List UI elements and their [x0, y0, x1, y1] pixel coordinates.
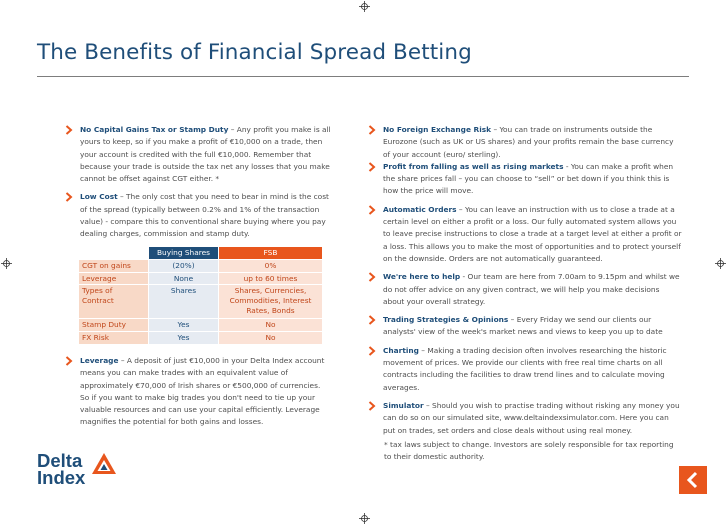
- benefit-title: Simulator: [383, 400, 424, 410]
- benefit-text: – A deposit of just €10,000 in your Delta Index account means you can make trades with an equivalent value of approximately €70,000 of Irish shares or €500,000 of currencies. So if you want to make big trades you don't need to tie up your valuable resources and can use your capital efficiently. Leverage magnifies the potential for both gains and losses.: [80, 356, 325, 427]
- chevron-right-icon: [65, 356, 73, 366]
- comparison-table: [79, 247, 322, 345]
- benefit-text: – You can trade on instruments outside the Eurozone (such as UK or US shares) and your profits remain the base currency of your account (euro/ sterling).: [383, 125, 674, 159]
- table-row-label: CGT on gains: [79, 260, 149, 273]
- title-divider: [37, 76, 689, 77]
- benefit-text: – Every Friday we send our clients our analysts' view of the week's market news and views to keep you up to date: [383, 315, 663, 337]
- table-cell: up to 60 times: [219, 273, 322, 286]
- table-row-label: Types of Contract: [79, 285, 149, 319]
- chevron-left-icon: [679, 466, 707, 494]
- benefit-text: – The only cost that you need to bear in mind is the cost of the spread (typically between 0.2% and 1% of the transaction value) - compare this to conventional share buying where you pay dealing charges, commission and stamp duty.: [80, 192, 329, 239]
- table-row: [79, 332, 322, 345]
- benefit-title: Low Cost: [80, 192, 118, 202]
- registration-mark-icon: [359, 1, 370, 12]
- benefit-title: Charting: [383, 345, 419, 355]
- right-column: [366, 124, 682, 437]
- chevron-right-icon: [65, 192, 73, 202]
- chevron-right-icon: [368, 162, 376, 172]
- table-row: [79, 273, 322, 286]
- benefit-item: [366, 345, 682, 394]
- table-cell: No: [219, 319, 322, 332]
- registration-mark-icon: [359, 513, 370, 524]
- benefit-text: – Any profit you make is all yours to keep, so if you make a profit of €10,000 on a trade, then your account is credited with the full €10,000. Remember that because your trade is outside the tax net any losses that you make cannot be offset against CGT either. *: [80, 125, 331, 184]
- table-cell: No: [219, 332, 322, 345]
- registration-mark-icon: [1, 258, 12, 269]
- table-header-cell: Buying Shares: [149, 247, 219, 260]
- benefit-item: [366, 204, 682, 265]
- benefit-item: [63, 355, 331, 429]
- benefit-item: [366, 271, 682, 308]
- table-header-row: [79, 247, 322, 260]
- benefit-item: [366, 161, 682, 198]
- table-row-label: Stamp Duty: [79, 319, 149, 332]
- logo-line-2: Index: [37, 467, 86, 488]
- chevron-right-icon: [65, 125, 73, 135]
- page-title: The Benefits of Financial Spread Betting: [37, 40, 472, 65]
- table-row: [79, 285, 322, 319]
- chevron-right-icon: [368, 205, 376, 215]
- table-cell: Yes: [149, 319, 219, 332]
- table-row-label: FX Risk: [79, 332, 149, 345]
- table-cell: None: [149, 273, 219, 286]
- benefit-title: No Capital Gains Tax or Stamp Duty: [80, 125, 229, 134]
- table-row: [79, 319, 322, 332]
- benefit-item: [63, 191, 331, 240]
- benefit-text: - Our team are here from 7.00am to 9.15pm and whilst we do not offer advice on any given contract, we will help you make decisions about your overall strategy.: [383, 272, 680, 306]
- benefit-item: [63, 124, 331, 185]
- chevron-right-icon: [368, 272, 376, 282]
- table-row: [79, 260, 322, 273]
- table-cell: Yes: [149, 332, 219, 345]
- table-cell: (20%): [149, 260, 219, 273]
- logo-line-1: Delta: [37, 450, 83, 471]
- benefit-text: - You can make a profit when the share prices fall – you can choose to “sell” or bet down if you think this is how the price will move.: [383, 161, 674, 196]
- page-nav-button[interactable]: [679, 466, 707, 494]
- table-cell: Shares: [149, 285, 219, 319]
- benefit-title: Profit from falling as well as rising markets: [383, 161, 564, 171]
- benefit-text: – Making a trading decision often involves researching the historic movement of prices. We provide our clients with free real time charts on all contracts including the facilities to draw trend lines and to calculate moving averages.: [383, 345, 667, 392]
- table-header-cell: FSB: [219, 247, 322, 260]
- delta-triangle-icon: [91, 452, 117, 476]
- benefit-title: No Foreign Exchange Risk: [383, 125, 492, 134]
- chevron-right-icon: [368, 401, 376, 411]
- benefit-title: Automatic Orders: [383, 204, 457, 214]
- table-header-cell: [79, 247, 149, 260]
- benefit-item: [366, 124, 682, 161]
- table-cell: Shares, Currencies, Commodities, Interest Rates, Bonds: [219, 285, 322, 319]
- benefit-text: – Should you wish to practise trading without risking any money you can do so on our simulated site, www.deltaindexsimulator.com. Here you can put on trades, set orders and close deals without using real money.: [383, 400, 680, 435]
- left-column-lower: [63, 355, 331, 429]
- chevron-right-icon: [368, 125, 376, 135]
- benefit-item: [366, 400, 682, 437]
- benefit-title: Trading Strategies & Opinions: [383, 315, 509, 325]
- chevron-right-icon: [368, 346, 376, 356]
- chevron-right-icon: [368, 315, 376, 325]
- benefit-title: Leverage: [80, 356, 119, 365]
- registration-mark-icon: [715, 258, 726, 269]
- delta-index-logo: [37, 452, 117, 496]
- benefit-text: – You can leave an instruction with us to close a trade at a certain level on either a profit or a loss. Our fully automated system allows you to leave precise instructions to close a trade at a target level at either a profit or a loss. This allows you to make the most of opportunities and to protect yourself on the downside. Orders are not automatically guaranteed.: [383, 204, 682, 263]
- benefit-item: [366, 314, 682, 339]
- left-column: [63, 124, 331, 241]
- logo-text: [37, 452, 85, 486]
- table-row-label: Leverage: [79, 273, 149, 286]
- tax-footnote: * tax laws subject to change. Investors are solely responsible for tax reporting to their domestic authority.: [384, 440, 674, 461]
- benefit-title: We're here to help: [383, 272, 461, 282]
- table-cell: 0%: [219, 260, 322, 273]
